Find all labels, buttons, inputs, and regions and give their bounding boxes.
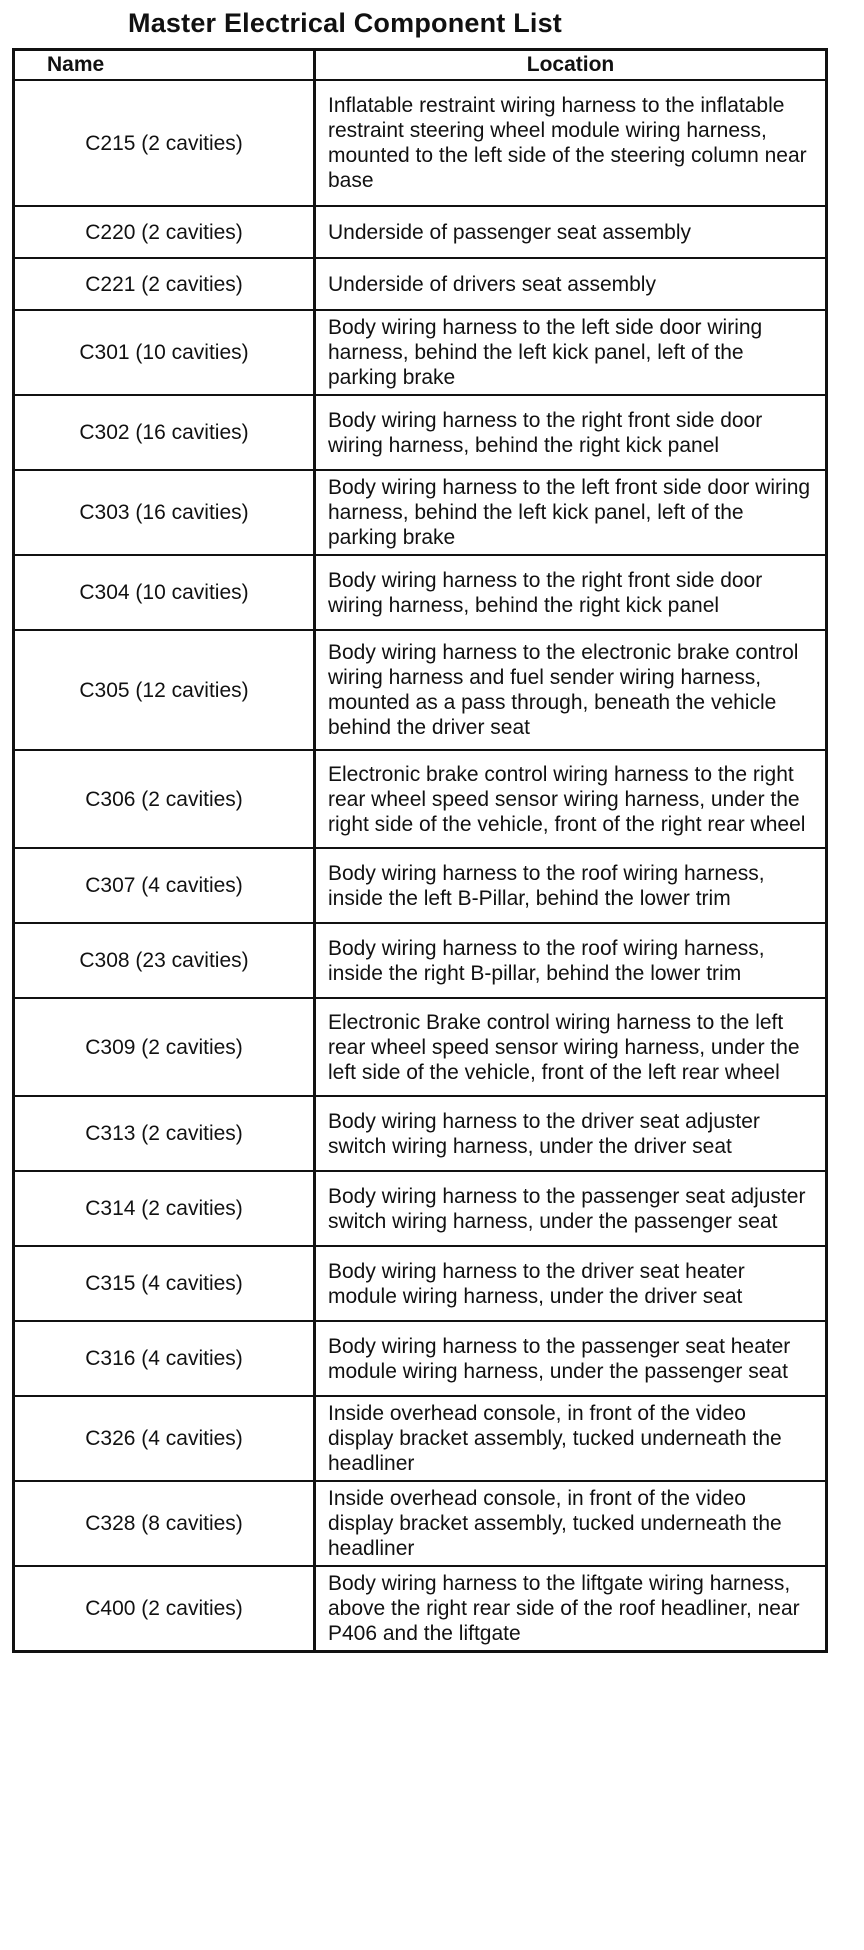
component-location-cell: Body wiring harness to the driver seat heater module wiring harness, under the driver seat [315, 1246, 827, 1321]
component-name-cell: C308 (23 cavities) [14, 923, 315, 998]
component-name-cell: C304 (10 cavities) [14, 555, 315, 630]
table-row [14, 1246, 827, 1321]
table-row [14, 206, 827, 258]
table-row [14, 848, 827, 923]
table-row [14, 310, 827, 395]
component-location-cell: Body wiring harness to the left side door wiring harness, behind the left kick panel, left of the parking brake [315, 310, 827, 395]
table-row [14, 80, 827, 206]
component-location-cell: Body wiring harness to the passenger seat heater module wiring harness, under the passenger seat [315, 1321, 827, 1396]
component-location-cell: Body wiring harness to the passenger seat adjuster switch wiring harness, under the passenger seat [315, 1171, 827, 1246]
component-location-cell: Underside of drivers seat assembly [315, 258, 827, 310]
component-name-cell: C221 (2 cavities) [14, 258, 315, 310]
component-name-cell: C301 (10 cavities) [14, 310, 315, 395]
component-location-cell: Body wiring harness to the right front side door wiring harness, behind the right kick panel [315, 555, 827, 630]
table-row [14, 258, 827, 310]
component-location-cell: Inside overhead console, in front of the video display bracket assembly, tucked underneath the headliner [315, 1396, 827, 1481]
component-location-cell: Electronic Brake control wiring harness to the left rear wheel speed sensor wiring harness, under the left side of the vehicle, front of the left rear wheel [315, 998, 827, 1096]
column-header-name: Name [14, 50, 315, 81]
component-name-cell: C400 (2 cavities) [14, 1566, 315, 1652]
table-row [14, 1096, 827, 1171]
component-name-cell: C328 (8 cavities) [14, 1481, 315, 1566]
component-name-cell: C307 (4 cavities) [14, 848, 315, 923]
component-name-cell: C326 (4 cavities) [14, 1396, 315, 1481]
component-location-cell: Body wiring harness to the roof wiring harness, inside the right B-pillar, behind the lower trim [315, 923, 827, 998]
table-row [14, 1321, 827, 1396]
component-name-cell: C306 (2 cavities) [14, 750, 315, 848]
table-row [14, 630, 827, 750]
component-name-cell: C314 (2 cavities) [14, 1171, 315, 1246]
component-location-cell: Inflatable restraint wiring harness to the inflatable restraint steering wheel module wiring harness, mounted to the left side of the steering column near base [315, 80, 827, 206]
component-table [12, 48, 828, 1653]
table-row [14, 395, 827, 470]
component-name-cell: C315 (4 cavities) [14, 1246, 315, 1321]
table-row [14, 1396, 827, 1481]
table-header-row [14, 50, 827, 81]
component-location-cell: Inside overhead console, in front of the video display bracket assembly, tucked underneath the headliner [315, 1481, 827, 1566]
component-name-cell: C316 (4 cavities) [14, 1321, 315, 1396]
component-location-cell: Body wiring harness to the left front side door wiring harness, behind the left kick panel, left of the parking brake [315, 470, 827, 555]
table-row [14, 1481, 827, 1566]
component-name-cell: C305 (12 cavities) [14, 630, 315, 750]
table-row [14, 1566, 827, 1652]
table-row [14, 470, 827, 555]
component-name-cell: C302 (16 cavities) [14, 395, 315, 470]
component-location-cell: Electronic brake control wiring harness to the right rear wheel speed sensor wiring harness, under the right side of the vehicle, front of the right rear wheel [315, 750, 827, 848]
component-name-cell: C313 (2 cavities) [14, 1096, 315, 1171]
component-location-cell: Underside of passenger seat assembly [315, 206, 827, 258]
component-location-cell: Body wiring harness to the roof wiring harness, inside the left B-Pillar, behind the lower trim [315, 848, 827, 923]
component-name-cell: C215 (2 cavities) [14, 80, 315, 206]
component-location-cell: Body wiring harness to the liftgate wiring harness, above the right rear side of the roof headliner, near P406 and the liftgate [315, 1566, 827, 1652]
component-location-cell: Body wiring harness to the driver seat adjuster switch wiring harness, under the driver seat [315, 1096, 827, 1171]
table-body [14, 80, 827, 1652]
component-name-cell: C303 (16 cavities) [14, 470, 315, 555]
table-row [14, 1171, 827, 1246]
table-row [14, 998, 827, 1096]
column-header-location: Location [315, 50, 827, 81]
table-row [14, 923, 827, 998]
component-location-cell: Body wiring harness to the right front side door wiring harness, behind the right kick panel [315, 395, 827, 470]
page-title: Master Electrical Component List [128, 8, 562, 38]
table-row [14, 750, 827, 848]
component-name-cell: C309 (2 cavities) [14, 998, 315, 1096]
table-row [14, 555, 827, 630]
component-name-cell: C220 (2 cavities) [14, 206, 315, 258]
component-location-cell: Body wiring harness to the electronic brake control wiring harness and fuel sender wiring harness, mounted as a pass through, beneath the vehicle behind the driver seat [315, 630, 827, 750]
